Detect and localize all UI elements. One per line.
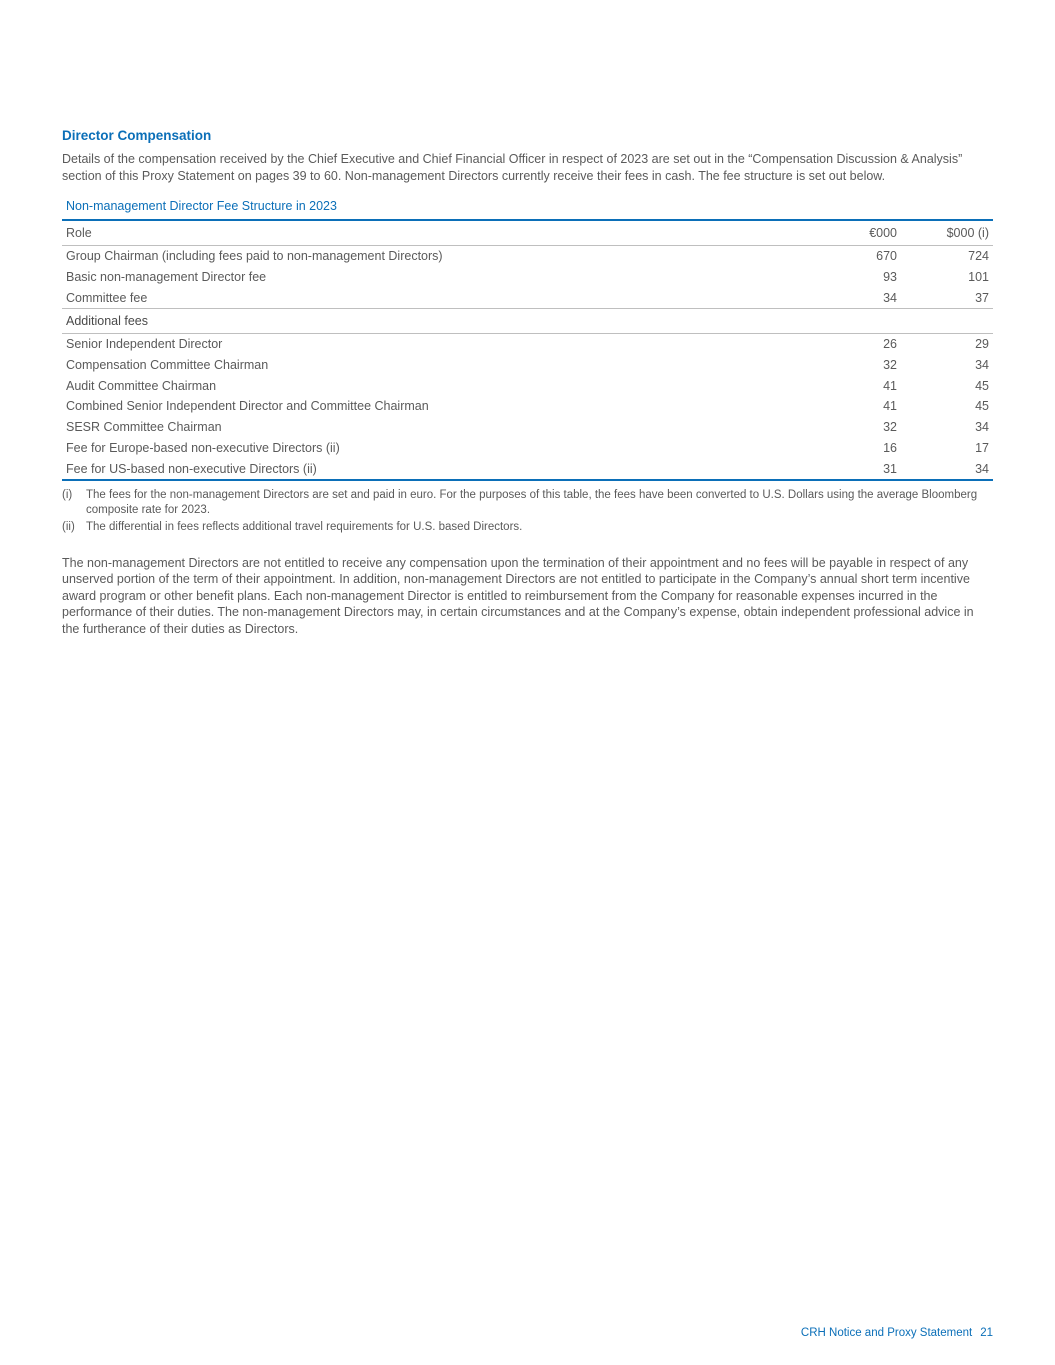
section-title: Director Compensation [62, 128, 212, 143]
row-role: SESR Committee Chairman [66, 420, 222, 435]
footnote-marker: (i) [62, 488, 73, 501]
row-role: Committee fee [66, 290, 148, 305]
table-row [62, 417, 993, 438]
table-row [62, 375, 993, 396]
row-usd: 45 [975, 399, 989, 414]
table-row [62, 267, 993, 288]
row-eur: 16 [883, 440, 897, 455]
row-usd: 34 [905, 458, 993, 480]
row-usd: 37 [975, 290, 989, 305]
page-number: 21 [980, 1327, 993, 1339]
header-role: Role [62, 220, 833, 246]
row-usd: 45 [975, 378, 989, 393]
footer-doc-title: CRH Notice and Proxy Statement [800, 1327, 973, 1339]
table-row [62, 334, 993, 355]
row-role: Combined Senior Independent Director and Committee Chairman [66, 399, 429, 414]
table-row [62, 458, 993, 480]
additional-fees-label: Additional fees [62, 309, 993, 334]
intro-paragraph: Details of the compensation received by the Chief Executive and Chief Financial Officer in respect of 2023 are set out in the “Compensation Discussion & Analysis” section of this Proxy Statement on pages 39 to 60. Non-management Directors currently receive their fees in cash. The fee structure is set out below. [62, 152, 963, 183]
row-eur: 32 [883, 358, 897, 373]
row-eur: 34 [883, 290, 897, 305]
row-role: Fee for US-based non-executive Directors (ii) [62, 458, 833, 480]
footnote-text: The fees for the non-management Directors are set and paid in euro. For the purposes of this table, the fees have been converted to U.S. Dollars using the average Bloomberg composite rate for 2023. [86, 488, 978, 516]
table-row [62, 396, 993, 417]
row-eur: 670 [876, 249, 897, 264]
row-usd: 29 [975, 337, 989, 352]
row-usd: 34 [975, 420, 989, 435]
footnote-text: The differential in fees reflects additional travel requirements for U.S. based Directors. [86, 520, 523, 533]
row-eur: 93 [883, 270, 897, 285]
table-caption: Non-management Director Fee Structure in 2023 [66, 199, 337, 213]
footnote [62, 488, 993, 518]
row-eur: 26 [883, 337, 897, 352]
row-role: Basic non-management Director fee [66, 270, 267, 285]
page-content [62, 128, 993, 650]
additional-fees-subheading-row [62, 309, 993, 334]
table-footnotes [62, 488, 993, 535]
table-row [62, 438, 993, 459]
table-row [62, 287, 993, 308]
row-role: Senior Independent Director [66, 337, 223, 352]
row-usd: 34 [975, 358, 989, 373]
row-eur: 31 [833, 458, 905, 480]
footnote-marker: (ii) [62, 520, 75, 533]
row-eur: 32 [883, 420, 897, 435]
table-row [62, 355, 993, 376]
closing-paragraph: The non-management Directors are not entitled to receive any compensation upon the termination of their appointment and no fees will be payable in respect of any unserved portion of the term of their appointment. In addition, non-management Directors are not entitled to participate in the Company’s annual short term incentive award program or other benefit plans. Each non-management Director is entitled to reimbursement from the Company for reasonable expenses incurred in the performance of their duties. The non-management Directors may, in certain circumstances and at the Company’s expense, obtain independent professional advice in the furtherance of their duties as Directors. [62, 555, 974, 636]
row-eur: 41 [883, 399, 897, 414]
fee-structure-table [62, 219, 993, 481]
fee-table-block [62, 197, 993, 535]
row-role: Fee for Europe-based non-executive Directors (ii) [66, 440, 340, 455]
header-usd: $000 (i) [905, 220, 993, 246]
row-role: Audit Committee Chairman [66, 378, 217, 393]
table-header-row [62, 220, 993, 246]
page-footer [801, 1327, 993, 1339]
row-role: Compensation Committee Chairman [66, 358, 269, 373]
row-role: Group Chairman (including fees paid to non-management Directors) [66, 249, 443, 264]
header-eur: €000 [833, 220, 905, 246]
row-usd: 17 [975, 440, 989, 455]
table-row [62, 246, 993, 267]
row-usd: 724 [968, 249, 989, 264]
row-eur: 41 [883, 378, 897, 393]
footnote [62, 520, 993, 535]
row-usd: 101 [968, 270, 989, 285]
